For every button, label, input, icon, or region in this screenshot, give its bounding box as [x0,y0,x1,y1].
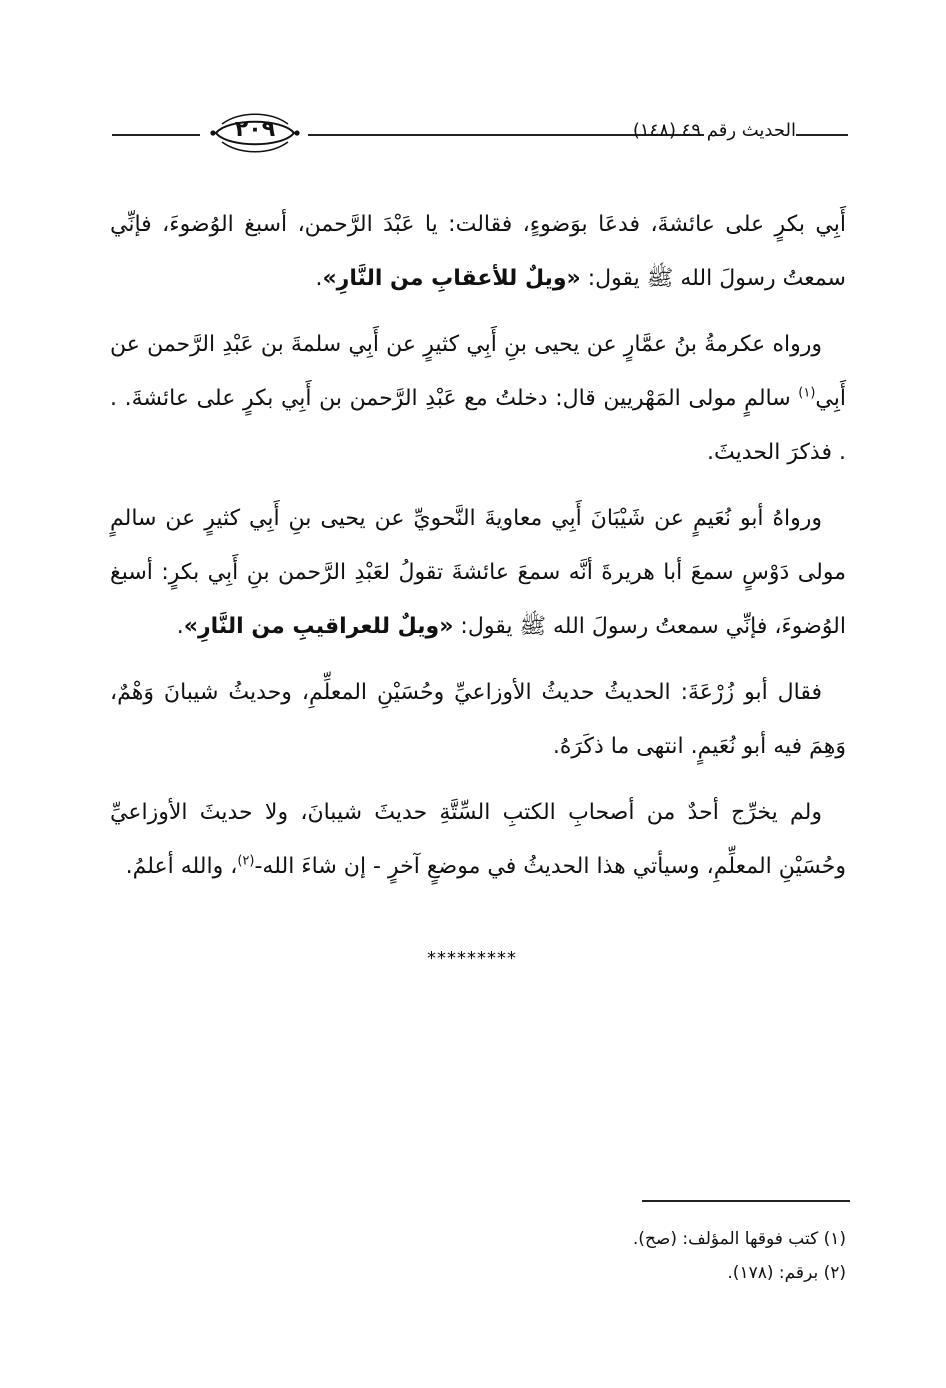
paragraph-1 [110,198,846,306]
section-separator: ********* [427,948,517,969]
paragraph-2-text-end: سالمٍ مولى المَهْريين قال: دخلتُ مع عَبْدِ الرَّحمن بن أَبِي بكرٍ على عائشةَ. . . فذكرَ الحديثَ. [110,386,846,465]
paragraph-3-end: . [176,614,184,639]
paragraph-5-text: ولم يخرِّج أحدٌ من أصحابِ الكتبِ السِّتَّةِ حديثَ شيبانَ، ولا حديثَ الأوزاعيِّ وحُسَيْنِ المعلِّمِ، وسيأتي هذا الحديثُ في موضعٍ آخرٍ - إن شاءَ الله- [110,800,846,879]
running-title: الحديث رقم ٤٩ (١٤٨) [632,120,796,141]
page-number: ٢٠٩ [234,117,276,142]
paragraph-5 [110,786,846,894]
main-text [110,198,846,906]
footnote-1: (١) كتب فوقها المؤلف: (صح). [632,1229,846,1249]
paragraph-3 [110,492,846,654]
paragraph-4-text: فقال أبو زُرْعَةَ: الحديثُ حديثُ الأوزاعيِّ وحُسَيْنِ المعلِّمِ، وحديثُ شيبانَ وَهْمٌ، وَهِمَ فيه أبو نُعَيمٍ. انتهى ما ذكَرَهُ. [110,680,846,759]
paragraph-2-text: ورواه عكرمةُ بنُ عمَّارٍ عن يحيى بنِ أَبِي كثيرٍ عن أَبِي سلمةَ بن عَبْدِ الرَّحمن عن أَبِي [110,332,846,411]
paragraph-1-end: . [315,266,323,291]
header-rule-left [112,134,200,136]
paragraph-2 [110,318,846,480]
page-header [112,108,848,158]
footnote-rule [642,1200,850,1202]
paragraph-4 [110,666,846,774]
footnote-marker-1: (١) [798,385,816,401]
paragraph-1-text: أَبِي بكرٍ على عائشةَ، فدعَا بوَضوءٍ، فقالت: يا عَبْدَ الرَّحمن، أسبغ الوُضوءَ، فإنِّي سمعتُ رسولَ الله ﷺ يقول: [110,212,846,291]
footnotes [440,1222,846,1290]
footnote-marker-2: (٢) [237,853,255,869]
paragraph-3-text: ورواهُ أبو نُعَيمٍ عن شَيْبَانَ أَبِي معاويةَ النَّحويِّ عن يحيى بنِ أَبِي كثيرٍ عن سالمٍ مولى دَوْسٍ سمعَ أبا هريرةَ أنَّه سمعَ عائشةَ تقولُ لعَبْدِ الرَّحمن بنِ أَبِي بكرٍ: أسبغ الوُضوءَ، فإنِّي سمعتُ رسولَ الله ﷺ يقول: [110,506,846,639]
paragraph-5-text-end: ، والله أعلمُ. [125,854,238,879]
header-rule-right [796,134,848,136]
footnote-2: (٢) برقم: (١٧٨). [727,1263,846,1283]
hadith-quote-2: «ويلٌ للعراقيبِ من النَّارِ» [183,614,454,639]
hadith-quote-1: «ويلٌ للأعقابِ من النَّارِ» [322,266,581,291]
